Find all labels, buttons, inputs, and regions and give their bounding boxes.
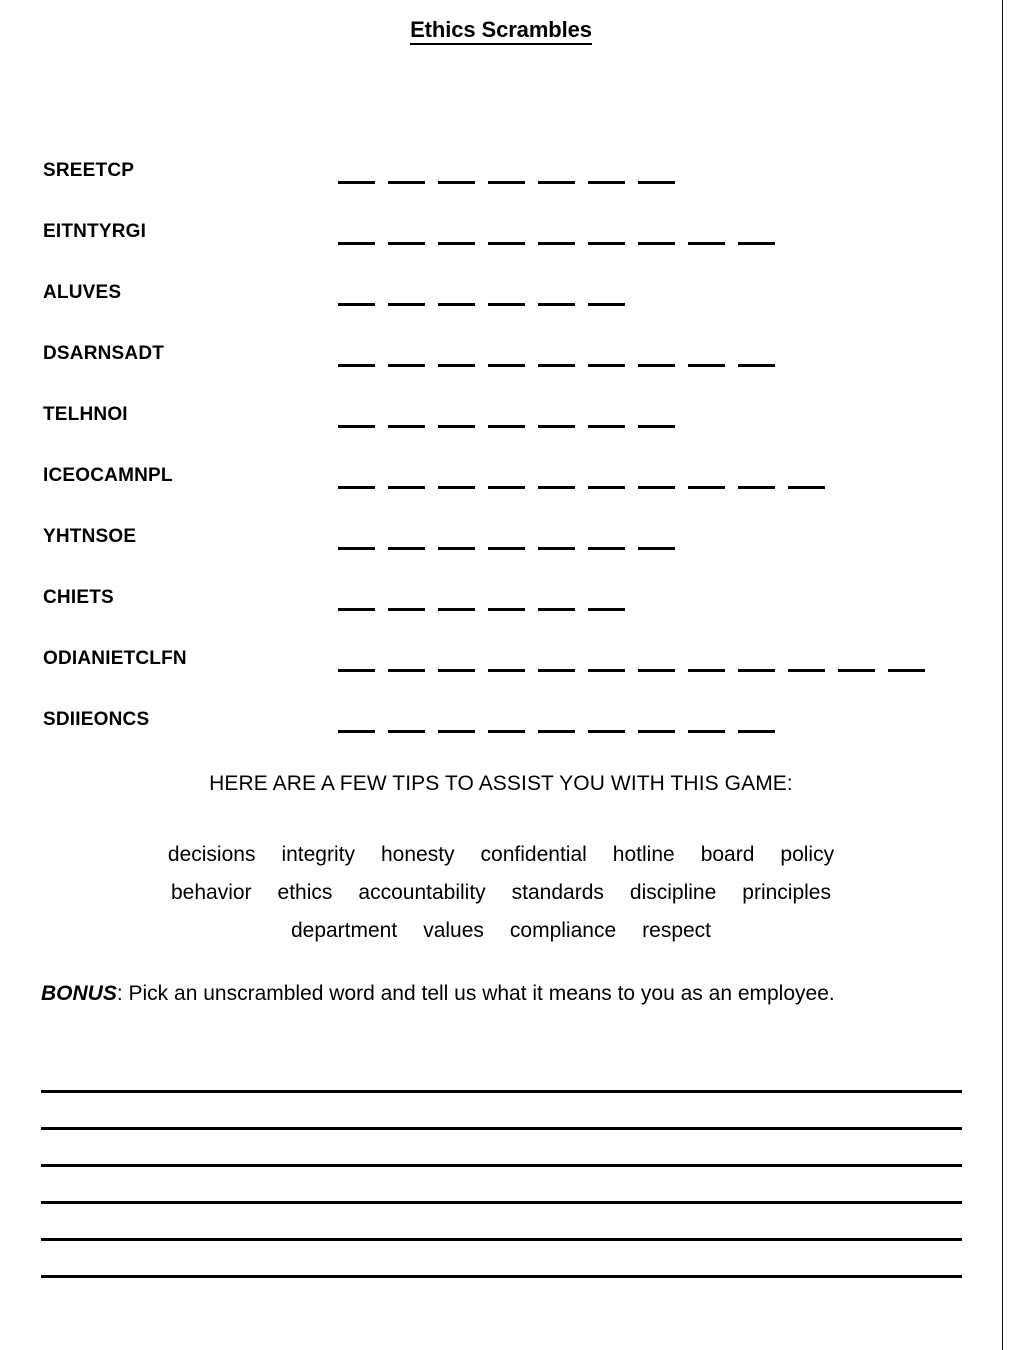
answer-blank[interactable] — [488, 425, 525, 428]
answer-blank[interactable] — [638, 364, 675, 367]
scramble-word: EITNTYRGI — [43, 221, 147, 242]
answer-blank[interactable] — [438, 730, 475, 733]
answer-blank[interactable] — [388, 486, 425, 489]
answer-blank[interactable] — [538, 608, 575, 611]
answer-blank[interactable] — [638, 181, 675, 184]
answer-blank[interactable] — [388, 547, 425, 550]
scramble-row — [0, 399, 1002, 460]
answer-blank[interactable] — [338, 547, 375, 550]
answer-blank[interactable] — [538, 181, 575, 184]
answer-blank[interactable] — [488, 486, 525, 489]
scramble-list — [0, 155, 1002, 765]
answer-blank-group — [338, 242, 775, 245]
answer-blank-group — [338, 669, 925, 672]
answer-blank[interactable] — [788, 486, 825, 489]
answer-write-line[interactable] — [41, 1238, 962, 1241]
answer-blank[interactable] — [538, 303, 575, 306]
answer-blank[interactable] — [588, 303, 625, 306]
answer-blank[interactable] — [438, 608, 475, 611]
answer-blank-group — [338, 730, 775, 733]
answer-blank-group — [338, 425, 675, 428]
word-bank — [0, 836, 1002, 950]
answer-blank[interactable] — [538, 547, 575, 550]
answer-blank[interactable] — [438, 364, 475, 367]
answer-blank-group — [338, 181, 675, 184]
answer-write-line[interactable] — [41, 1275, 962, 1278]
scramble-row — [0, 704, 1002, 765]
answer-blank[interactable] — [638, 425, 675, 428]
answer-blank[interactable] — [538, 425, 575, 428]
answer-blank-group — [338, 303, 625, 306]
answer-blank[interactable] — [538, 242, 575, 245]
answer-blank[interactable] — [438, 669, 475, 672]
answer-blank[interactable] — [588, 242, 625, 245]
word-bank-word: ethics — [277, 881, 333, 904]
answer-write-line[interactable] — [41, 1090, 962, 1093]
word-bank-word: accountability — [358, 881, 486, 904]
answer-blank[interactable] — [338, 242, 375, 245]
answer-blank[interactable] — [788, 669, 825, 672]
answer-write-line[interactable] — [41, 1164, 962, 1167]
answer-blank[interactable] — [438, 303, 475, 306]
answer-blank[interactable] — [538, 730, 575, 733]
answer-blank[interactable] — [438, 181, 475, 184]
bonus-text: : Pick an unscrambled word and tell us what it means to you as an employee. — [116, 982, 835, 1005]
answer-blank[interactable] — [538, 669, 575, 672]
bonus-instruction — [41, 975, 921, 1013]
answer-blank[interactable] — [338, 730, 375, 733]
bonus-label: BONUS — [41, 982, 117, 1005]
scramble-word: SDIIEONCS — [43, 709, 150, 730]
word-bank-word: compliance — [509, 919, 617, 942]
page-title-container — [0, 18, 1002, 45]
word-bank-line — [0, 874, 1002, 912]
answer-blank[interactable] — [638, 547, 675, 550]
answer-blank[interactable] — [688, 486, 725, 489]
scramble-row — [0, 460, 1002, 521]
answer-blank[interactable] — [388, 425, 425, 428]
answer-blank[interactable] — [738, 242, 775, 245]
scramble-row — [0, 643, 1002, 704]
word-bank-line — [0, 912, 1002, 950]
answer-blank[interactable] — [488, 242, 525, 245]
answer-blank[interactable] — [688, 242, 725, 245]
answer-blank[interactable] — [388, 181, 425, 184]
page-title: Ethics Scrambles — [410, 18, 592, 45]
answer-blank[interactable] — [338, 669, 375, 672]
word-bank-word: discipline — [629, 881, 717, 904]
answer-blank[interactable] — [738, 364, 775, 367]
answer-blank[interactable] — [338, 486, 375, 489]
answer-blank[interactable] — [638, 242, 675, 245]
answer-blank-group — [338, 364, 775, 367]
answer-blank[interactable] — [388, 303, 425, 306]
answer-blank[interactable] — [588, 364, 625, 367]
word-bank-word: confidential — [480, 843, 587, 866]
answer-blank[interactable] — [638, 669, 675, 672]
answer-blank[interactable] — [438, 425, 475, 428]
word-bank-word: honesty — [380, 843, 455, 866]
answer-write-line[interactable] — [41, 1201, 962, 1204]
answer-blank[interactable] — [488, 303, 525, 306]
scramble-row — [0, 338, 1002, 399]
answer-blank[interactable] — [588, 669, 625, 672]
answer-blank[interactable] — [738, 486, 775, 489]
tips-heading: HERE ARE A FEW TIPS TO ASSIST YOU WITH THIS GAME: — [209, 772, 793, 795]
answer-blank[interactable] — [488, 547, 525, 550]
word-bank-word: policy — [780, 843, 835, 866]
word-bank-word: integrity — [281, 843, 355, 866]
answer-write-line[interactable] — [41, 1127, 962, 1130]
answer-blank[interactable] — [688, 730, 725, 733]
answer-blank[interactable] — [388, 364, 425, 367]
answer-blank[interactable] — [438, 242, 475, 245]
scramble-word: TELHNOI — [43, 404, 128, 425]
answer-blank[interactable] — [388, 242, 425, 245]
answer-blank[interactable] — [338, 608, 375, 611]
scramble-row — [0, 582, 1002, 643]
answer-blank[interactable] — [438, 547, 475, 550]
word-bank-word: decisions — [167, 843, 256, 866]
word-bank-word: standards — [511, 881, 604, 904]
answer-blank[interactable] — [588, 486, 625, 489]
scramble-word: SREETCP — [43, 160, 135, 181]
answer-blank[interactable] — [338, 181, 375, 184]
answer-blank[interactable] — [338, 364, 375, 367]
answer-blank-group — [338, 608, 625, 611]
answer-blank[interactable] — [538, 364, 575, 367]
page-edge-rule — [1002, 0, 1003, 1350]
answer-blank[interactable] — [338, 303, 375, 306]
answer-blank[interactable] — [438, 486, 475, 489]
scramble-row — [0, 277, 1002, 338]
answer-blank[interactable] — [588, 181, 625, 184]
answer-blank[interactable] — [638, 486, 675, 489]
scramble-word: CHIETS — [43, 587, 114, 608]
answer-blank[interactable] — [838, 669, 875, 672]
answer-blank[interactable] — [638, 730, 675, 733]
scramble-word: ODIANIETCLFN — [43, 648, 187, 669]
answer-blank[interactable] — [588, 608, 625, 611]
word-bank-word: respect — [642, 919, 712, 942]
answer-blank[interactable] — [388, 730, 425, 733]
answer-lines — [41, 1090, 962, 1312]
answer-blank[interactable] — [688, 669, 725, 672]
answer-blank[interactable] — [488, 364, 525, 367]
scramble-row — [0, 521, 1002, 582]
answer-blank[interactable] — [888, 669, 925, 672]
answer-blank[interactable] — [388, 669, 425, 672]
word-bank-word: values — [423, 919, 484, 942]
word-bank-line — [0, 836, 1002, 874]
scramble-row — [0, 155, 1002, 216]
answer-blank-group — [338, 486, 825, 489]
scramble-row — [0, 216, 1002, 277]
word-bank-word: hotline — [612, 843, 675, 866]
answer-blank[interactable] — [588, 425, 625, 428]
scramble-word: ALUVES — [43, 282, 122, 303]
answer-blank-group — [338, 547, 675, 550]
scramble-word: ICEOCAMNPL — [43, 465, 173, 486]
scramble-word: YHTNSOE — [43, 526, 137, 547]
answer-blank[interactable] — [588, 730, 625, 733]
word-bank-word: behavior — [170, 881, 252, 904]
answer-blank[interactable] — [738, 669, 775, 672]
word-bank-word: department — [290, 919, 398, 942]
word-bank-word: principles — [742, 881, 831, 904]
answer-blank[interactable] — [488, 181, 525, 184]
answer-blank[interactable] — [538, 486, 575, 489]
answer-blank[interactable] — [338, 425, 375, 428]
answer-blank[interactable] — [688, 364, 725, 367]
answer-blank[interactable] — [488, 608, 525, 611]
word-bank-word: board — [700, 843, 755, 866]
answer-blank[interactable] — [488, 669, 525, 672]
scramble-word: DSARNSADT — [43, 343, 165, 364]
answer-blank[interactable] — [738, 730, 775, 733]
answer-blank[interactable] — [488, 730, 525, 733]
answer-blank[interactable] — [388, 608, 425, 611]
answer-blank[interactable] — [588, 547, 625, 550]
